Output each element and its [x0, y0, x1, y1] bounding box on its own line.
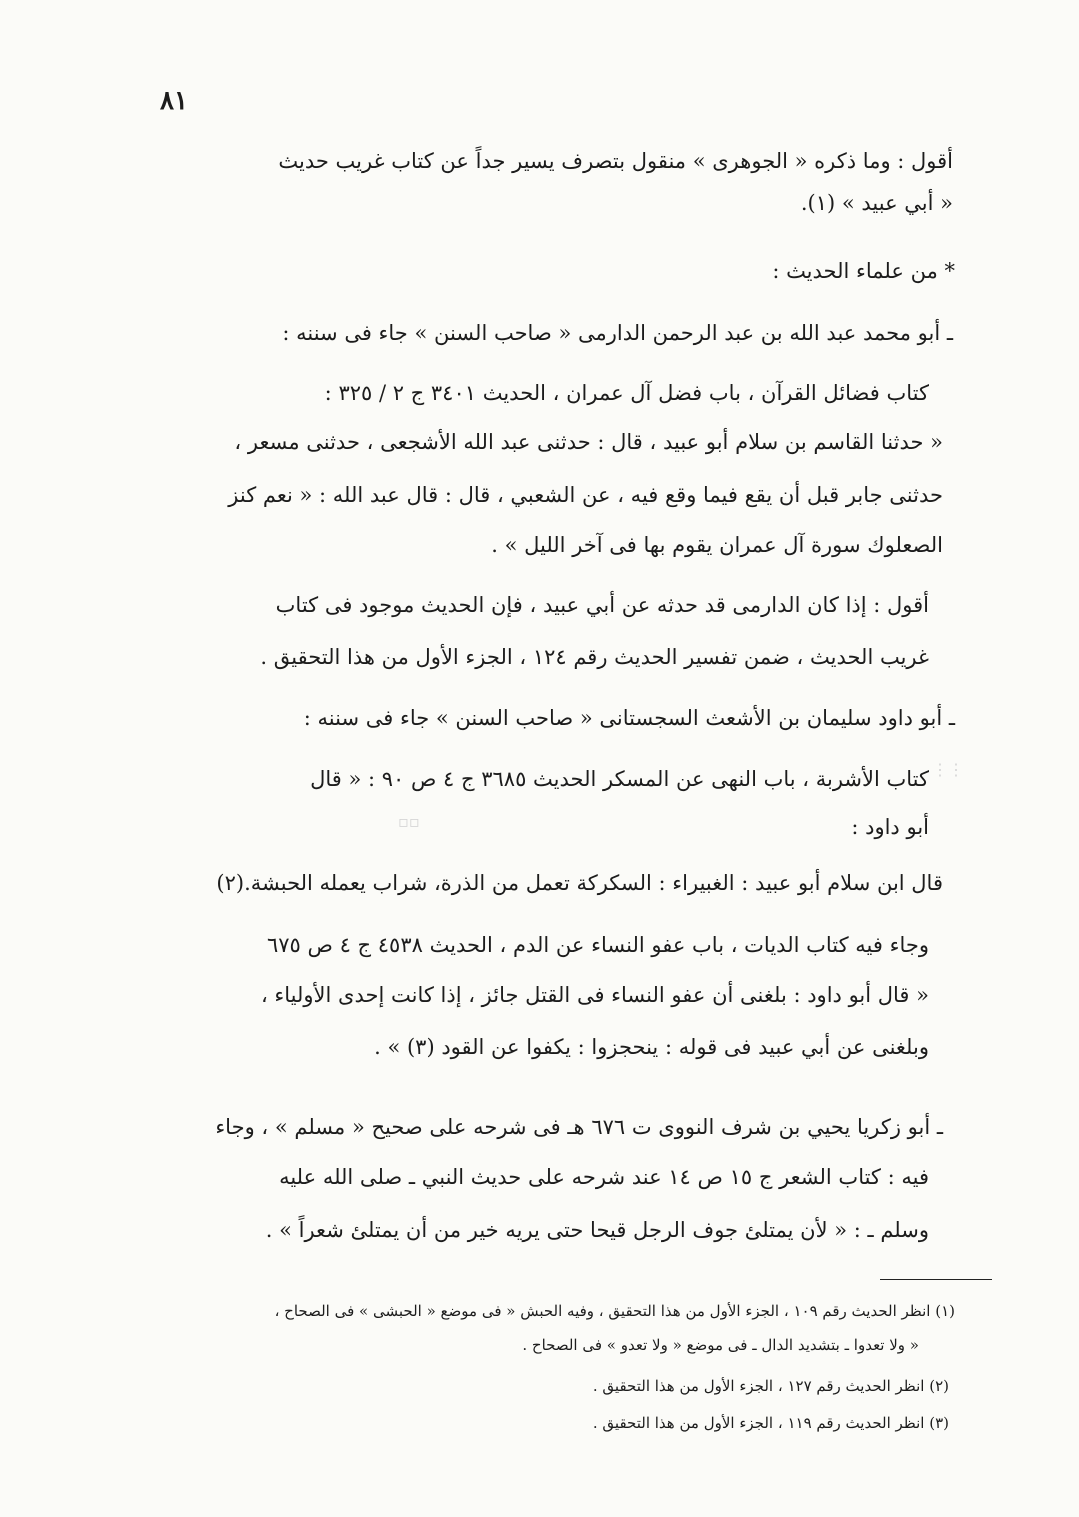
- body-line: « أبي عبيد » (١).: [800, 191, 953, 215]
- footnote-line: (٣) انظر الحديث رقم ١١٩ ، الجزء الأول من هذا التحقيق .: [592, 1414, 949, 1432]
- body-line: فيه : كتاب الشعر ج ١٥ ص ١٤ عند شرحه على حديث النبي ـ صلى الله عليه: [279, 1165, 929, 1189]
- scholar-entry: ـ أبو زكريا يحيي بن شرف النووى ت ٦٧٦ هـ فى شرحه على صحيح « مسلم » ، وجاء: [215, 1115, 943, 1139]
- body-line: أبو داود :: [851, 815, 929, 839]
- body-line: وسلم ـ : « لأن يمتلئ جوف الرجل قيحا حتى يريه خير من أن يمتلئ شعراً » .: [265, 1218, 929, 1242]
- section-heading: * من علماء الحديث :: [772, 259, 955, 283]
- quote-line: الصعلوك سورة آل عمران يقوم بها فى آخر الليل » .: [491, 533, 943, 557]
- body-line: وجاء فيه كتاب الديات ، باب عفو النساء عن الدم ، الحديث ٤٥٣٨ ج ٤ ص ٦٧٥: [266, 933, 929, 957]
- quote-line: حدثنى جابر قبل أن يقع فيما وقع فيه ، عن الشعبي ، قال : قال عبد الله : « نعم كنز: [228, 483, 943, 507]
- quote-line: « قال أبو داود : بلغنى أن عفو النساء فى القتل جائز ، إذا كانت إحدى الأولياء ،: [260, 983, 929, 1007]
- body-line: كتاب الأشربة ، باب النهى عن المسكر الحديث ٣٦٨٥ ج ٤ ص ٩٠ : « قال: [310, 767, 929, 791]
- body-line: أقول : وما ذكره « الجوهرى » منقول بتصرف يسير جداً عن كتاب غريب حديث: [278, 149, 953, 173]
- body-line: أقول : إذا كان الدارمى قد حدثه عن أبي عبيد ، فإن الحديث موجود فى كتاب: [275, 593, 929, 617]
- scan-artifact: ▫▫: [398, 812, 420, 831]
- quote-line: « حدثنا القاسم بن سلام أبو عبيد ، قال : حدثنى عبد الله الأشجعى ، حدثنى مسعر ،: [234, 430, 943, 454]
- footnote-line: (٢) انظر الحديث رقم ١٢٧ ، الجزء الأول من هذا التحقيق .: [592, 1377, 949, 1395]
- footnote-divider: [880, 1279, 992, 1280]
- scan-artifact: ⋮⋮: [932, 760, 964, 779]
- body-line: كتاب فضائل القرآن ، باب فضل آل عمران ، الحديث ٣٤٠١ ج ٢ / ٣٢٥ :: [324, 381, 929, 405]
- scholar-entry: ـ أبو محمد عبد الله بن عبد الرحمن الدارمى « صاحب السنن » جاء فى سننه :: [282, 321, 953, 345]
- page-number: ٨١: [160, 86, 188, 116]
- quote-line: وبلغنى عن أبي عبيد فى قوله : ينحجزوا : يكفوا عن القود (٣) » .: [374, 1035, 929, 1059]
- scholar-entry: ـ أبو داود سليمان بن الأشعث السجستانى « صاحب السنن » جاء فى سننه :: [303, 706, 955, 730]
- footnote-line: (١) انظر الحديث رقم ١٠٩ ، الجزء الأول من هذا التحقيق ، وفيه الحبش « فى موضع « الحبشى » فى الصحاح ،: [274, 1302, 955, 1320]
- body-line: غريب الحديث ، ضمن تفسير الحديث رقم ١٢٤ ، الجزء الأول من هذا التحقيق .: [260, 645, 929, 669]
- footnote-line: « ولا تعدوا ـ بتشديد الدال ـ فى موضع « ولا تعدو » فى الصحاح .: [522, 1336, 919, 1354]
- quote-line: قال ابن سلام أبو عبيد : الغبيراء : السكركة تعمل من الذرة، شراب يعمله الحبشة.(٢): [216, 871, 943, 895]
